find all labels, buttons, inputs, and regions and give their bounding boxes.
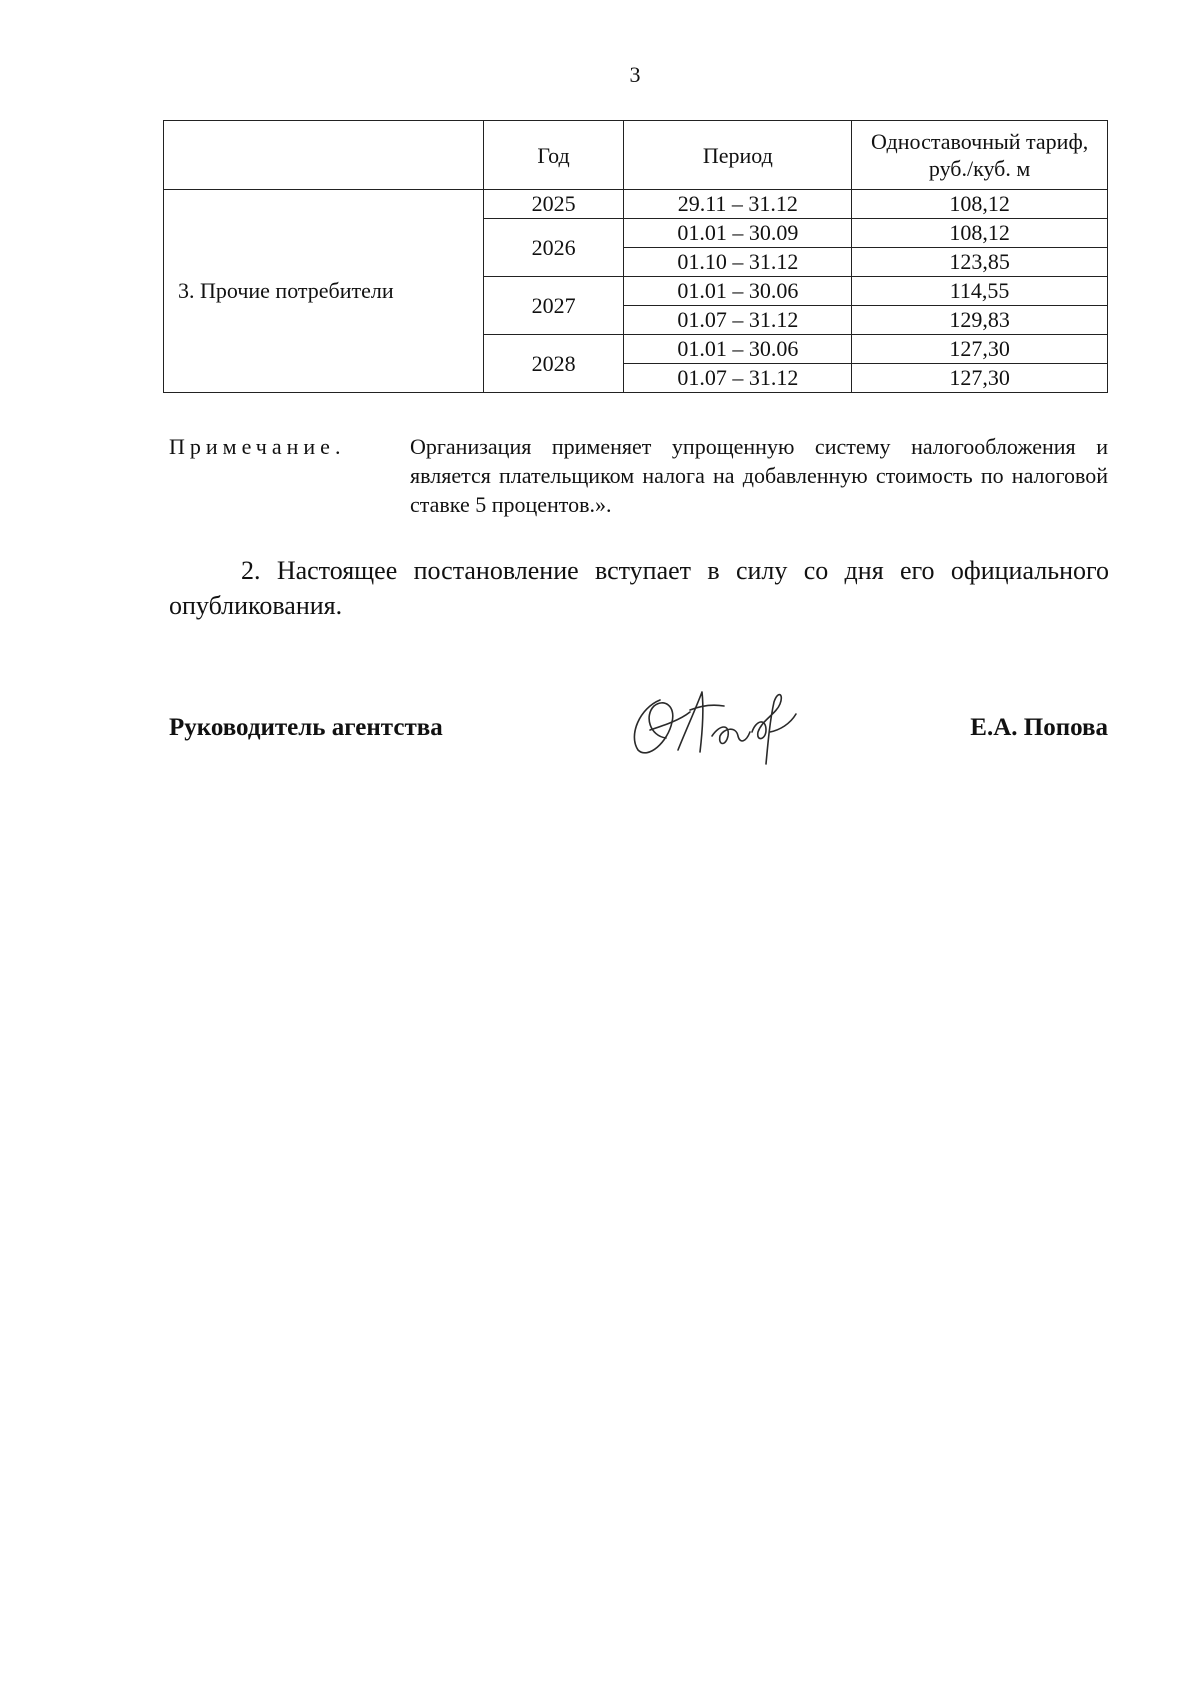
period-cell: 01.07 – 31.12 bbox=[624, 306, 852, 335]
period-cell: 01.01 – 30.06 bbox=[624, 277, 852, 306]
tariff-cell: 108,12 bbox=[852, 219, 1108, 248]
year-cell: 2028 bbox=[483, 335, 624, 393]
header-year: Год bbox=[483, 121, 624, 190]
year-cell: 2025 bbox=[483, 190, 624, 219]
period-cell: 01.07 – 31.12 bbox=[624, 364, 852, 393]
table-row bbox=[164, 190, 1108, 219]
tariff-cell: 127,30 bbox=[852, 364, 1108, 393]
tariff-cell: 108,12 bbox=[852, 190, 1108, 219]
consumer-cell: 3. Прочие потребители bbox=[164, 190, 484, 393]
clause-2: 2. Настоящее постановление вступает в силу со дня его официального опубликования. bbox=[169, 556, 1109, 620]
header-consumer bbox=[164, 121, 484, 190]
signatory-name: Е.А. Попова bbox=[970, 714, 1108, 741]
tariff-cell: 123,85 bbox=[852, 248, 1108, 277]
period-cell: 29.11 – 31.12 bbox=[624, 190, 852, 219]
tariff-cell: 127,30 bbox=[852, 335, 1108, 364]
tariff-cell: 129,83 bbox=[852, 306, 1108, 335]
tariff-cell: 114,55 bbox=[852, 277, 1108, 306]
period-cell: 01.01 – 30.09 bbox=[624, 219, 852, 248]
year-cell: 2026 bbox=[483, 219, 624, 277]
header-period: Период bbox=[624, 121, 852, 190]
period-cell: 01.10 – 31.12 bbox=[624, 248, 852, 277]
note-text: Организация применяет упрощенную систему налогообложения и является плательщиком налога на добавленную стоимость по налоговой ставке 5 процентов.». bbox=[410, 434, 1108, 517]
header-tariff-line2: руб./куб. м bbox=[928, 156, 1031, 181]
header-tariff bbox=[852, 121, 1108, 190]
handwritten-signature bbox=[620, 680, 810, 770]
header-tariff-line1: Одноставочный тариф, bbox=[870, 129, 1089, 154]
signatory-title: Руководитель агентства bbox=[169, 714, 443, 741]
page-number: 3 bbox=[629, 62, 641, 87]
period-cell: 01.01 – 30.06 bbox=[624, 335, 852, 364]
note-label: Примечание. bbox=[169, 434, 346, 459]
table-header-row bbox=[164, 121, 1108, 190]
tariff-table bbox=[163, 120, 1108, 393]
year-cell: 2027 bbox=[483, 277, 624, 335]
